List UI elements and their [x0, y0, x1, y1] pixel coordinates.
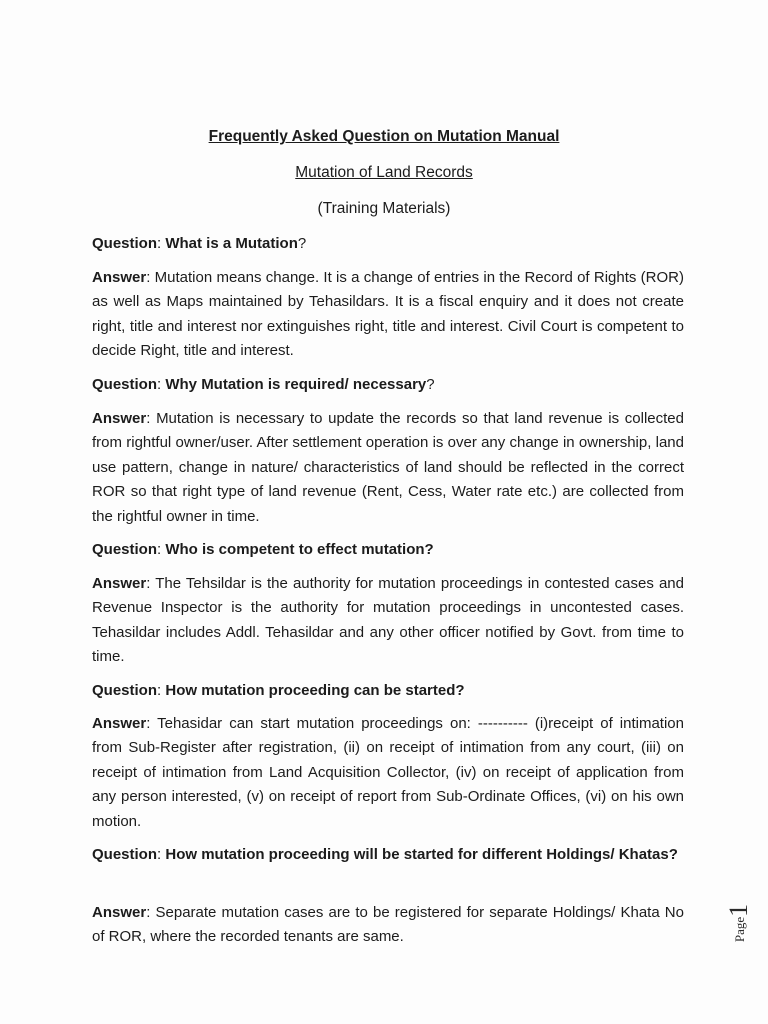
- answer-label: Answer: [92, 269, 147, 286]
- question-text: How mutation proceeding will be started for different Holdings/ Khatas?: [165, 846, 678, 863]
- question-3: Question: Who is competent to effect mutation?: [92, 541, 434, 558]
- question-text: Who is competent to effect mutation?: [165, 541, 434, 558]
- document-note: (Training Materials): [317, 200, 451, 217]
- page-number: [712, 896, 766, 950]
- question-mark: ?: [426, 376, 435, 393]
- question-1: Question: What is a Mutation?: [92, 235, 307, 252]
- question-label: Question: [92, 235, 158, 252]
- document-subtitle: Mutation of Land Records: [295, 164, 473, 181]
- answer-1: Answer: Mutation means change. It is a change of entries in the Record of Rights (ROR) as well as Maps maintained by Tehasildars. It is a fiscal enquiry and it does not create right, title and interest nor extinguishes right, title and interest. Civil Court is competent to decide Right, title and interest.: [92, 269, 684, 360]
- answer-5: Answer: Separate mutation cases are to be registered for separate Holdings/ Khata No of ROR, where the recorded tenants are same.: [92, 904, 684, 946]
- question-label: Question: [92, 682, 158, 699]
- document-title: Frequently Asked Question on Mutation Manual: [208, 128, 560, 145]
- question-label: Question: [92, 376, 158, 393]
- answer-3: Answer: The Tehsildar is the authority for mutation proceedings in contested cases and Revenue Inspector is the authority for mutation proceedings in uncontested cases. Tehasildar includes Addl. Tehasildar and any other officer notified by Govt. from time to time.: [92, 575, 684, 666]
- page-label-text: Page: [732, 916, 747, 943]
- answer-text: Tehasidar can start mutation proceedings on: ---------- (i)receipt of intimation from Sub-Register after registration, (ii) on receipt of intimation from any court, (iii) on receipt of intimation from Land Acquisition Collector, (iv) on receipt of application from any person interested, (v) on receipt of report from Sub-Ordinate Offices, (vi) on his own motion.: [92, 715, 684, 830]
- question-text: What is a Mutation: [165, 235, 298, 252]
- question-5: Question: How mutation proceeding will be started for different Holdings/ Khatas?: [92, 846, 678, 863]
- question-label: Question: [92, 846, 158, 863]
- answer-2: Answer: Mutation is necessary to update the records so that land revenue is collected from rightful owner/user. After settlement operation is over any change in ownership, land use pattern, change in nature/ characteristics of land should be reflected in the correct ROR so that right type of land revenue (Rent, Cess, Water rate etc.) are collected from the rightful owner in time.: [92, 410, 684, 525]
- answer-text: The Tehsildar is the authority for mutation proceedings in contested cases and Revenue Inspector is the authority for mutation proceedings in uncontested cases. Tehasildar includes Addl. Tehasildar and any other officer notified by Govt. from time to time.: [92, 575, 684, 666]
- question-4: Question: How mutation proceeding can be started?: [92, 682, 465, 699]
- answer-label: Answer: [92, 575, 147, 592]
- answer-text: Mutation is necessary to update the records so that land revenue is collected from rightful owner/user. After settlement operation is over any change in ownership, land use pattern, change in nature/ characteristics of land should be reflected in the correct ROR so that right type of land revenue (Rent, Cess, Water rate etc.) are collected from the rightful owner in time.: [92, 410, 684, 525]
- answer-label: Answer: [92, 410, 147, 427]
- page-number-value: 1: [724, 903, 753, 917]
- question-label: Question: [92, 541, 158, 558]
- answer-text: Separate mutation cases are to be registered for separate Holdings/ Khata No of ROR, where the recorded tenants are same.: [92, 904, 684, 946]
- answer-4: Answer: Tehasidar can start mutation proceedings on: ---------- (i)receipt of intimation from Sub-Register after registration, (ii) on receipt of intimation from any court, (iii) on receipt of intimation from Land Acquisition Collector, (iv) on receipt of application from any person interested, (v) on receipt of report from Sub-Ordinate Offices, (vi) on his own motion.: [92, 715, 684, 830]
- question-text: Why Mutation is required/ necessary: [165, 376, 427, 393]
- answer-label: Answer: [92, 904, 147, 921]
- question-2: Question: Why Mutation is required/ necessary?: [92, 376, 435, 393]
- answer-text: Mutation means change. It is a change of entries in the Record of Rights (ROR) as well as Maps maintained by Tehasildars. It is a fiscal enquiry and it does not create right, title and interest nor extinguishes right, title and interest. Civil Court is competent to decide Right, title and interest.: [92, 269, 684, 360]
- question-text: How mutation proceeding can be started?: [165, 682, 465, 699]
- question-mark: ?: [297, 235, 307, 252]
- answer-label: Answer: [92, 715, 147, 732]
